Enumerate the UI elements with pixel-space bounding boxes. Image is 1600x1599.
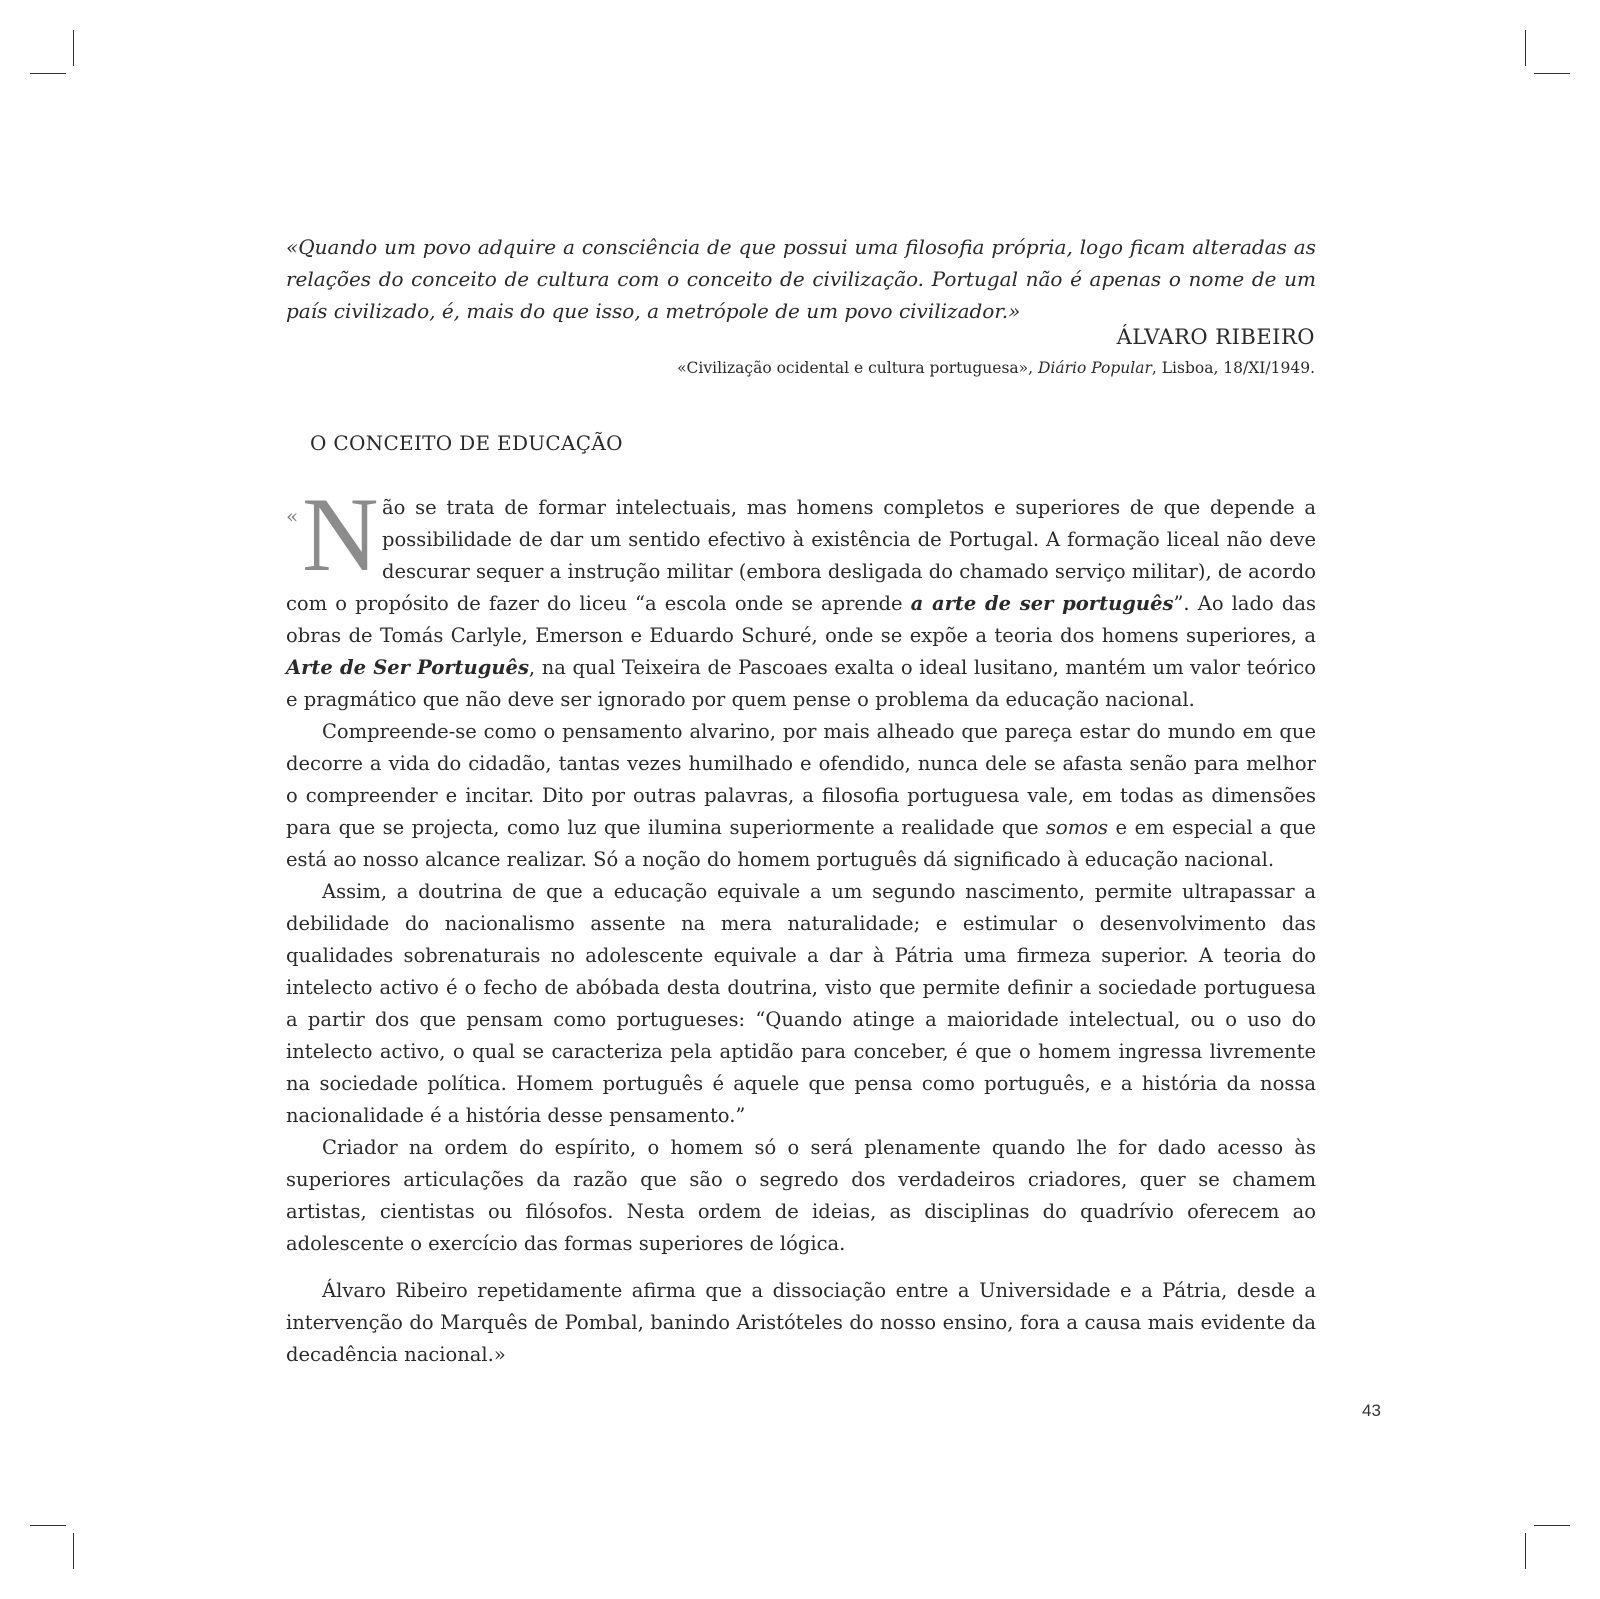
crop-mark [30,73,66,74]
opening-quote: « [286,504,299,528]
emphasis-text: a arte de ser português [910,592,1174,615]
epigraph-quote: «Quando um povo adquire a consciência de que possui uma filosofia própria, logo ficam alteradas as relações do conceito de cultura com o conceito de civilização. Portugal não é apenas o nome de um país civilizado, é, mais do que isso, a metrópole de um povo civilizador.» [286,235,1316,323]
paragraph: Álvaro Ribeiro repetidamente afirma que a dissociação entre a Universidade e a Pátria, desde a intervenção do Marquês de Pombal, banindo Aristóteles do nosso ensino, fora a causa mais evidente da decadência nacional.» [286,1279,1316,1366]
crop-mark [73,30,74,66]
crop-mark [1525,1533,1526,1569]
paragraph-text: Compreende-se como o pensamento alvarino, por mais alheado que pareça estar do mundo em que decorre a vida do cidadão, tantas vezes humilhado e ofendido, nunca dele se afasta senão para melhor o compreender e incitar. Dito por outras palavras, a filosofia portuguesa vale, em todas as dimensões para que se projecta, como luz que ilumina superiormente a realidade que [286,720,1316,839]
crop-mark [1525,30,1526,66]
paragraph-text: ão se trata de formar intelectuais, mas homens completos e superiores de que depende a possibilidade de dar um sentido efectivo à existência de Portugal. A formação liceal não deve descurar sequer a instrução militar (embora desligada do chamado serviço militar), de acordo com o propósito de fazer do liceu “a escola onde se aprende [286,496,1316,615]
paragraph: Assim, a doutrina de que a educação equivale a um segundo nascimento, permite ultrapassar a debilidade do nacionalismo assente na mera naturalidade; e estimular o desenvolvimento das qualidades sobrenaturais no adolescente equivale a dar à Pátria uma firmeza superior. A teoria do intelecto activo é o fecho de abóbada desta doutrina, visto que permite definir a sociedade portuguesa a partir dos que pensam como portugueses: “Quando atinge a maioridade intelectual, ou o uso do intelecto activo, o qual se caracteriza pela aptidão para conceber, é que o homem ingressa livremente na sociedade política. Homem português é aquele que pensa como português, e a história da nossa nacionalidade é a história desse pensamento.” [286,880,1316,1127]
page-number: 43 [1362,1401,1381,1420]
body-text [286,476,1316,1371]
paragraph [286,716,1316,876]
source-periodical: Diário Popular [1037,359,1152,377]
emphasis-text: somos [1046,816,1109,839]
paragraph-text: ”. Ao lado das obras de Tomás Carlyle, Emerson e Eduardo Schuré, onde se expõe a teoria dos homens superiores, a [286,592,1316,647]
crop-mark [73,1533,74,1569]
source-rest: , Lisboa, 18/XI/1949. [1151,359,1315,377]
paragraph-text: , na qual Teixeira de Pascoaes exalta o ideal lusitano, mantém um valor teórico e pragmático que não deve ser ignorado por quem pense o problema da educação nacional. [286,656,1316,711]
source-title: «Civilização ocidental e cultura portuguesa», [677,359,1038,377]
drop-cap-block [286,476,382,593]
epigraph-source [677,359,1315,377]
crop-mark [1534,1525,1570,1526]
section-title: O CONCEITO DE EDUCAÇÃO [310,431,623,455]
crop-mark [30,1525,66,1526]
emphasis-text: Arte de Ser Português [286,656,529,679]
epigraph-author: ÁLVARO RIBEIRO [1116,325,1315,349]
crop-mark [1534,73,1570,74]
paragraph [286,476,1316,716]
paragraph: Criador na ordem do espírito, o homem só o será plenamente quando lhe for dado acesso às superiores articulações da razão que são o segredo dos verdadeiros criadores, quer se chamem artistas, cientistas ou filósofos. Nesta ordem de ideias, as disciplinas do quadrívio oferecem ao adolescente o exercício das formas superiores de lógica. [286,1136,1316,1255]
drop-cap: N [302,476,379,593]
paragraph-text: e em especial a que está ao nosso alcance realizar. Só a noção do homem português dá significado à educação nacional. [286,816,1316,871]
